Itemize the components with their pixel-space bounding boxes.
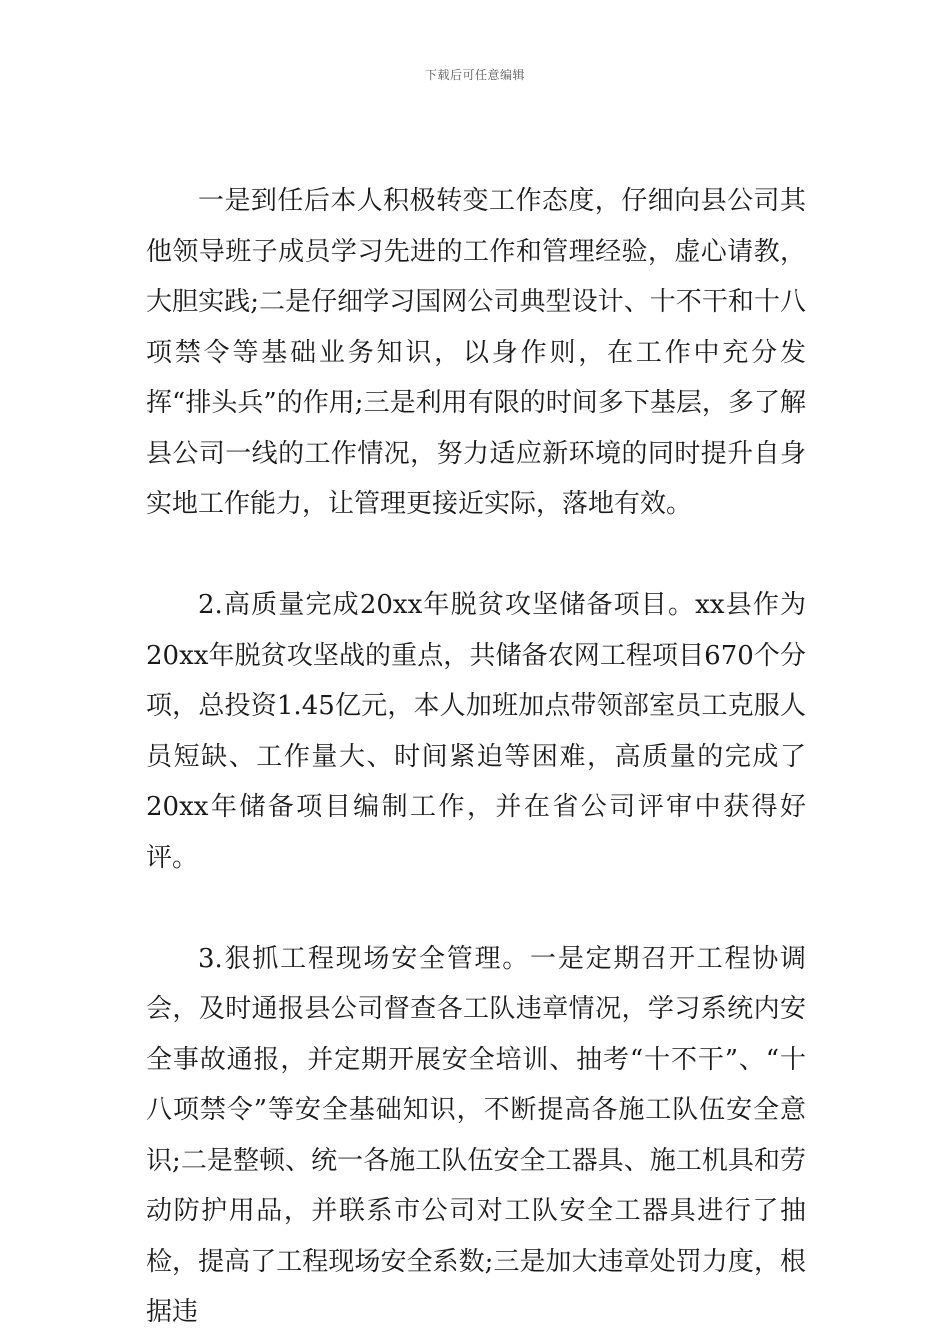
page-header: 下载后可任意编辑 [424,68,525,82]
document-body [146,176,806,1338]
paragraph-1: 一是到任后本人积极转变工作态度，仔细向县公司其他领导班子成员学习先进的工作和管理经验，虚心请教，大胆实践;二是仔细学习国网公司典型设计、十不干和十八项禁令等基础业务知识，以身作则，在工作中充分发挥“排头兵”的作用;三是利用有限的时间多下基层，多了解县公司一线的工作情况，努力适应新环境的同时提升自身实地工作能力，让管理更接近实际，落地有效。 [146,186,806,519]
paragraph-2: 2.高质量完成20xx年脱贫攻坚储备项目。xx县作为20xx年脱贫攻坚战的重点，共储备农网工程项目670个分项，总投资1.45亿元，本人加班加点带领部室员工克服人员短缺、工作量大、时间紧迫等困难，高质量的完成了20xx年储备项目编制工作，并在省公司评审中获得好评。 [146,590,806,873]
paragraph-3: 3.狠抓工程现场安全管理。一是定期召开工程协调会，及时通报县公司督查各工队违章情况，学习系统内安全事故通报，并定期开展安全培训、抽考“十不干”、“十八项禁令”等安全基础知识，不断提高各施工队伍安全意识;二是整顿、统一各施工队伍安全工器具、施工机具和劳动防护用品，并联系市公司对工队安全工器具进行了抽检，提高了工程现场安全系数;三是加大违章处罚力度，根据违 [146,943,806,1327]
